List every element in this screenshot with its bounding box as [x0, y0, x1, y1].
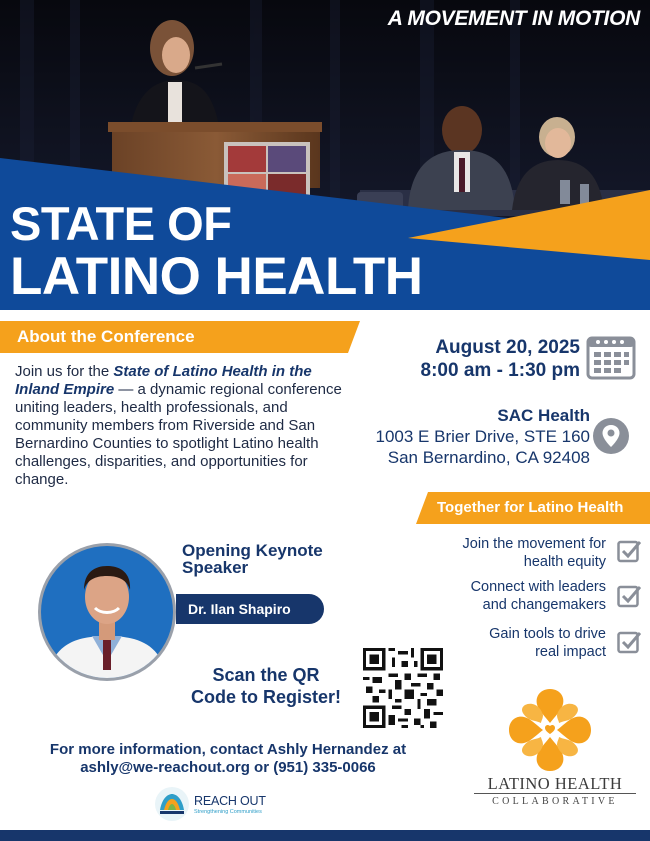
benefit-line-1: Join the movement for [462, 536, 606, 552]
speaker-name-badge [176, 594, 324, 624]
about-description [15, 363, 345, 489]
about-heading-bar [0, 321, 360, 353]
reach-out-emblem-icon [154, 786, 190, 822]
about-intro: Join us for the [15, 363, 114, 380]
venue-address-line-2: San Bernardino, CA 92408 [387, 448, 590, 467]
together-heading: Together for Latino Health [437, 499, 624, 516]
register-prompt [180, 664, 352, 708]
about-highlight: State of Latino Health in the Inland Empire [15, 363, 312, 398]
keynote-label-line-2: Speaker [182, 558, 249, 577]
benefit-line-2: real impact [535, 644, 606, 660]
tagline: A MOVEMENT IN MOTION [387, 7, 640, 30]
map-pin-icon [592, 417, 630, 455]
together-heading-bar [416, 492, 650, 524]
benefit-line-2: health equity [523, 554, 606, 570]
venue-address-line-1: 1003 E Brier Drive, STE 160 [375, 427, 590, 446]
contact-line-1: For more information, contact Ashly Hernandez at [49, 741, 407, 758]
benefit-item [471, 578, 606, 614]
contact-line-2[interactable]: ashly@we-reachout.org or (951) 335-0066 [80, 759, 376, 776]
checkbox-checked-icon [617, 539, 641, 563]
calendar-icon [586, 332, 636, 380]
keynote-label-line-1: Opening Keynote [182, 541, 323, 560]
latino-health-subtitle: COLLABORATIVE [492, 796, 618, 807]
benefit-line-1: Gain tools to drive [489, 626, 606, 642]
title-line-1: STATE OF [10, 197, 232, 250]
about-body: — a dynamic regional conference uniting leaders, health professionals, and community members from Riverside and San Bernardino Counties to spotlight Latino health challenges, disparities, and opportunities for change. [15, 381, 342, 488]
checkbox-checked-icon [617, 630, 641, 654]
venue-name: SAC Health [497, 406, 590, 425]
speaker-name: Dr. Ilan Shapiro [188, 601, 291, 617]
speaker-portrait [37, 542, 177, 682]
event-venue [376, 405, 590, 468]
reach-out-name: REACH OUT [194, 794, 266, 808]
reach-out-tagline: Strengthening Communities [194, 809, 262, 815]
reach-out-logo [154, 786, 284, 822]
about-heading: About the Conference [17, 327, 195, 346]
title-line-2: LATINO HEALTH [10, 247, 423, 306]
registration-qr-code[interactable] [363, 648, 443, 728]
latino-health-collaborative-emblem-icon [505, 685, 595, 775]
checkbox-checked-icon [617, 584, 641, 608]
benefit-line-1: Connect with leaders [470, 579, 606, 595]
benefit-line-2: and changemakers [482, 597, 606, 613]
event-datetime [421, 336, 580, 382]
event-time: 8:00 am - 1:30 pm [420, 360, 580, 381]
register-line-1: Scan the QR [212, 665, 320, 685]
event-date: August 20, 2025 [435, 337, 580, 358]
benefit-item [489, 625, 606, 661]
latino-health-name: LATINO HEALTH [474, 776, 636, 794]
footer-bar [0, 830, 650, 841]
keynote-label [182, 542, 323, 576]
benefit-item [463, 535, 606, 571]
contact-info [18, 741, 438, 777]
register-line-2: Code to Register! [190, 687, 341, 707]
hero-banner [0, 0, 650, 310]
